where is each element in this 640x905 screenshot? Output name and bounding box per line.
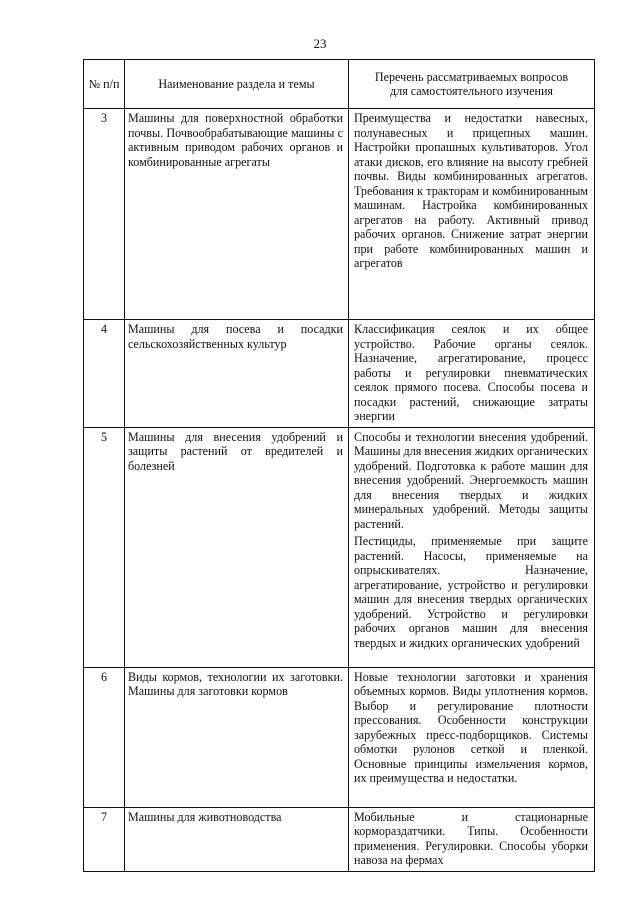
topics-paragraph: Классификация сеялок и их общее устройство. Рабочие органы сеялок. Назначение, агрегатирование, процесс работы и регулировки пневматических сеялок прямого посева. Способы посева и посадки растений, снижающие затраты энергии xyxy=(354,322,588,423)
topics-paragraph: Способы и технологии внесения удобрений. Машины для внесения жидких органических удобрений. Подготовка к работе машин для внесения удобрений. Энергоемкость машин для внесения твердых и жидких минеральных удобрений. Методы защиты растений. xyxy=(354,429,588,531)
header-topics: Перечень рассматриваемых вопросов для самостоятельного изучения xyxy=(349,60,595,109)
table-header-row xyxy=(84,60,595,109)
table-row xyxy=(84,807,595,871)
row-number: 3 xyxy=(84,109,125,320)
table-row xyxy=(84,427,595,667)
topics-paragraph: Мобильные и стационарные кормораздатчики. Типы. Особенности применения. Регулировки. Способы уборки навоза на фермах xyxy=(354,809,588,867)
row-section-name: Машины для посева и посадки сельскохозяйственных культур xyxy=(125,320,349,428)
topics-paragraph: Преимущества и недостатки навесных, полунавесных и прицепных машин. Настройки пропашных культиваторов. Угол атаки дисков, его влияние на высоту гребней почвы. Виды комбинированных агрегатов. Требования к тракторам и комбинированным машинам. Настройка комбинированных агрегатов на работу. Активный привод рабочих органов. Снижение затрат энергии при работе комбинированных машин и агрегатов xyxy=(354,111,588,270)
row-number: 4 xyxy=(84,320,125,428)
row-section-name: Машины для поверхностной обработки почвы. Почвообрабатывающие машины с активным приводом рабочих органов и комбинированные агрегаты xyxy=(125,109,349,320)
row-topics xyxy=(349,807,595,871)
table-row xyxy=(84,667,595,807)
table-row xyxy=(84,320,595,428)
row-topics xyxy=(349,667,595,807)
row-section-name: Машины для внесения удобрений и защиты растений от вредителей и болезней xyxy=(125,427,349,667)
row-topics xyxy=(349,427,595,667)
topics-paragraph: Новые технологии заготовки и хранения объемных кормов. Виды уплотнения кормов. Выбор и регулирование плотности прессования. Особенности конструкции зарубежных пресс-подборщиков. Системы обмотки рулонов сеткой и пленкой. Основные принципы измельчения кормов, их преимущества и недостатки. xyxy=(354,669,588,785)
row-topics xyxy=(349,109,595,320)
row-number: 7 xyxy=(84,807,125,871)
row-section-name: Виды кормов, технологии их заготовки. Машины для заготовки кормов xyxy=(125,667,349,807)
curriculum-table xyxy=(83,59,595,872)
header-number: № п/п xyxy=(84,60,125,109)
header-section-name: Наименование раздела и темы xyxy=(125,60,349,109)
page-number: 23 xyxy=(313,36,327,51)
row-number: 5 xyxy=(84,427,125,667)
topics-paragraph: Пестициды, применяемые при защите растений. Насосы, применяемые на опрыскивателях. Назначение, агрегатирование, устройство и регулировки машин для внесения твердых органических удобрений. Устройство и регулировки рабочих органов машин для внесения твердых и жидких органических удобрений xyxy=(354,534,588,650)
row-topics xyxy=(349,320,595,428)
table-row xyxy=(84,109,595,320)
row-section-name: Машины для животноводства xyxy=(125,807,349,871)
row-number: 6 xyxy=(84,667,125,807)
